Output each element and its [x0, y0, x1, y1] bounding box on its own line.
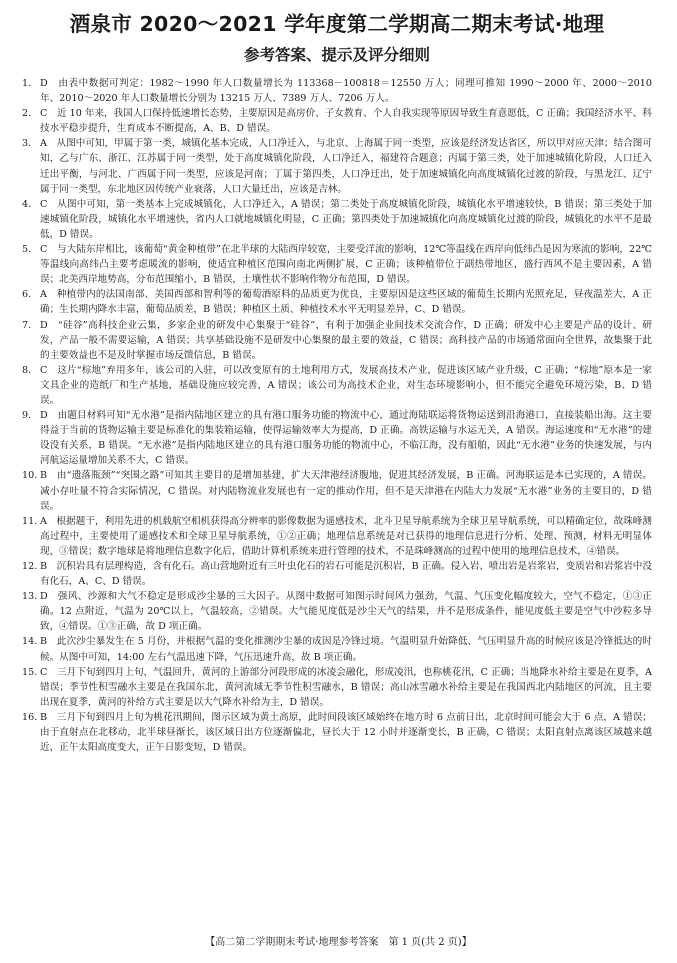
answer-item: [22, 242, 652, 287]
answer-item: [22, 514, 652, 559]
answer-text: C 从图中可知，第一类基本上完成城镇化，人口净迁入，A 错误；第二类处于高度城镇化阶段，城镇化水平增速较快，B 错误；第三类处于加速城镇化阶段，城镇化水平增速快，省内人口就地城镇化明显，C 正确；第四类处于加速城镇化向高度城镇化过渡的阶段，城镇化的水平不是最低，D 错误。: [40, 198, 652, 240]
answer-number: 11.: [22, 515, 38, 527]
answer-text: B 三月下旬到四月上旬为桃花汛期间，图示区域为黄土高原，此时间段该区域始终在地方时 6 点前日出，北京时间可能会大于 6 点，A 错误；由于直射点在北移动，北半球昼渐长，该区域日出方位逐渐偏北，昼长大于 12 小时并逐渐变长，B 正确，C 错误；太阳直射点离该区域越来越近，正午太阳高度变大，正午日影变短，D 错误。: [40, 711, 652, 754]
answer-text: C 这片“棕地”弃用多年，该公司的入驻，可以改变原有的土地利用方式，发展高技术产业，促进该区域产业升级，C 正确；“棕地”原本是一家文具企业的造纸厂和生产基地，基础设施应较完善，A 错误；该公司为高技术企业，对生态环境影响小，但不能完全避免环境污染，B、D 错误。: [40, 364, 652, 406]
answer-number: 7.: [22, 319, 32, 331]
answer-item: [22, 106, 652, 136]
answer-number: 8.: [22, 364, 32, 376]
answer-number: 13.: [22, 591, 38, 603]
answer-text: B 由“遗落瓶颈”“突围之路”可知其主要目的是增加基建，扩大天津港经济腹地，促进其经济发展，B 正确。河海联运是本已实现的，A 错误。减小存吐量不符合实际情况，C 错误。对内陆物流业发展也有一定的推动作用，但不是天津港在内陆大力发展“无水港”业务的主要目的，D 错误。: [40, 470, 652, 512]
answer-item: [22, 363, 652, 408]
answer-item: [22, 136, 652, 196]
answer-item: [22, 634, 652, 664]
page-subtitle: 参考答案、提示及评分细则: [243, 46, 430, 64]
answer-text: B 此次沙尘暴发生在 5 月份，并根据气温的变化推测沙尘暴的成因是冷锋过境。气温明显升始降低、气压明显升高的时候应该是冷锋抵达的时候。从图中可知，14:00 左右气温迅速下降，气压迅速升高，故 B 项正确。: [40, 636, 652, 663]
answer-item: [22, 559, 652, 589]
answer-number: 3.: [22, 138, 32, 150]
answer-number: 14.: [22, 636, 38, 648]
answer-number: 5.: [22, 244, 32, 256]
answer-text: D 由题目材料可知“无水港”是指内陆地区建立的具有港口服务功能的物流中心，通过海陆联运将货物运送到沿海港口，直接装船出海。这主要得益于当前的货物运输主要是标准化的集装箱运输，使得运输效率大为提高，D 正确。高铁运输与水运无关，A 错误。海运速度和“无水港”的建设没有关系，B 错误。“无水港”是指内陆地区建立的具有港口服务功能的物流中心，不临江海，没有船舶，因此“无水港”业务的快速发展，与内河航运运量增加关系不大，C 错误。: [40, 410, 652, 467]
answer-text: C 与大陆东岸相比，该葡萄“黄金种植带”在北半球的大陆西岸较宽，主要受洋流的影响，12℃等温线在西岸向低纬凸是因为寒流的影响，22℃等温线向高纬凸主要考虑暖流的影响，使适宜种植区范围向南北两侧扩展，C 正确；该种植带位于副热带地区，盛行西风不是主要因素，A 错误；北美西岸地势高，分布范围缩小，B 错误，土壤性状不影响作物分布范围，D 错误。: [40, 244, 652, 286]
answer-number: 10.: [22, 470, 38, 482]
page-footer: 【高二第二学期期末考试·地理参考答案 第 1 页(共 2 页)】: [205, 937, 472, 948]
answer-item: [22, 468, 652, 513]
answer-text: C 近 10 年来，我国人口保持低速增长态势，主要原因是高房价、子女教育、个人自我实现等原因导致生育意愿低，C 正确；我国经济水平、科技水平稳步提升，生育成本不断提高，A、B、D 错误。: [40, 108, 652, 135]
answer-text: D 强风、沙源和大气不稳定是形成沙尘暴的三大因子。从图中数据可知图示时间风力强劲，气温、气压变化幅度较大，空气不稳定，①③正确。12 点附近，气温为 20℃以上，气温较高，②错误。大气能见度低是沙尘天气的结果，并不是形成条件，能见度低主要是空气中沙粒多导致，④错误。①③正确，故 D 项正确。: [40, 591, 652, 633]
answer-number: 15.: [22, 666, 38, 678]
answer-item: [22, 589, 652, 634]
answer-number: 9.: [22, 410, 32, 422]
answer-list: [22, 76, 652, 755]
answer-item: [22, 318, 652, 363]
page-title: 酒泉市 2020～2021 学年度第二学期高二期末考试·地理: [69, 12, 605, 36]
answer-number: 4.: [22, 198, 32, 210]
answer-text: A 种植带内的法国南部、美国西部和智利等的葡萄酒原料的品质更为优良，主要原因是这些区域的葡萄生长期内光照充足，昼夜温差大，A 正确；生长期内降水丰富，葡萄品质差，B 错误；种植区土质、种植技术水平无明显差异，C、D 错误。: [40, 289, 652, 316]
answer-item: [22, 287, 652, 317]
answer-text: A 根据题干，利用先进的机载航空相机获得高分辨率的影像数据为遥感技术，北斗卫星导航系统为全球卫星导航系统，可以精确定位，故珠峰测高过程中，主要使用了遥感技术和全球卫星导航系统，①②正确；地理信息系统是对已获得的地理信息进行分析、处理、预测，材料无明显体现，③错误；数字地球是将地理信息数字化后，借助计算机系统来进行管理的技术，不是珠峰测高的过程中使用的地理信息技术，④错误。: [40, 515, 652, 557]
answer-text: C 三月下旬到四月上旬，气温回升，黄河的上游部分河段形成的冰凌会融化，形成凌汛，也称桃花汛，C 正确；当地降水补给主要是在夏季，A 错误；季节性积雪融水主要是在我国东北，黄河流域无季节性积雪融水，B 错误；高山冰雪融水补给主要是在我国西北内陆地区的河流，且主要出现在夏季，黄河的补给方式主要是以大气降水补给为主，D 错误。: [40, 666, 652, 708]
answer-text: A 从图中可知，甲属于第一类，城镇化基本完成，人口净迁入，与北京、上海属于同一类型，应该是经济发达省区，所以甲对应天津；结合图可知，乙与广东、浙江、江苏属于同一类型，处于高度城镇化阶段，人口净迁入，福建符合题意；丙属于第三类，处于加速城镇化阶段，人口迁入迁出平衡，与河北、广西属于同一类型，应该是河南；丁属于第四类，人口净迁出，处于加速城镇化向高度城镇化过渡的阶段，与黑龙江、辽宁属于同一类型，东北地区因传统产业衰落，人口大量迁出，应该是吉林。: [40, 138, 652, 195]
answer-item: [22, 197, 652, 242]
answer-number: 6.: [22, 289, 32, 301]
answer-number: 12.: [22, 561, 38, 572]
answer-item: [22, 408, 652, 468]
answer-text: B 沉积岩具有层理构造，含有化石。高山营地附近有三叶虫化石的岩石可能是沉积岩，B 正确。侵入岩、喷出岩是岩浆岩，变质岩和岩浆岩中没有化石，A、C、D 错误。: [40, 561, 652, 588]
answer-item: [22, 76, 652, 106]
answer-item: [22, 710, 652, 755]
answer-text: D 由表中数据可判定：1982～1990 年人口数量增长为 113368－100818＝12550 万人；同理可推知 1990～2000 年、2000～2010 年、2010～2020 年人口数量增长分别为 13215 万人、7389 万人、7206 万人。: [40, 78, 652, 105]
answer-text: D “硅谷”高科技企业云集，多家企业的研发中心集聚于“硅谷”，有利于加强企业间技术交流合作，D 正确；研发中心主要是产品的设计、研发，产品一般不需要运输，A 错误；共享基础设施不是研发中心集聚的最主要的效益，C 错误；高科技产品的市场通常面向全世界，故集聚于此的主要效益也不是及时掌握市场反馈信息，B 错误。: [40, 319, 652, 361]
answer-number: 1.: [22, 78, 32, 89]
answer-number: 2.: [22, 108, 32, 120]
answer-number: 16.: [22, 711, 38, 723]
answer-item: [22, 665, 652, 710]
